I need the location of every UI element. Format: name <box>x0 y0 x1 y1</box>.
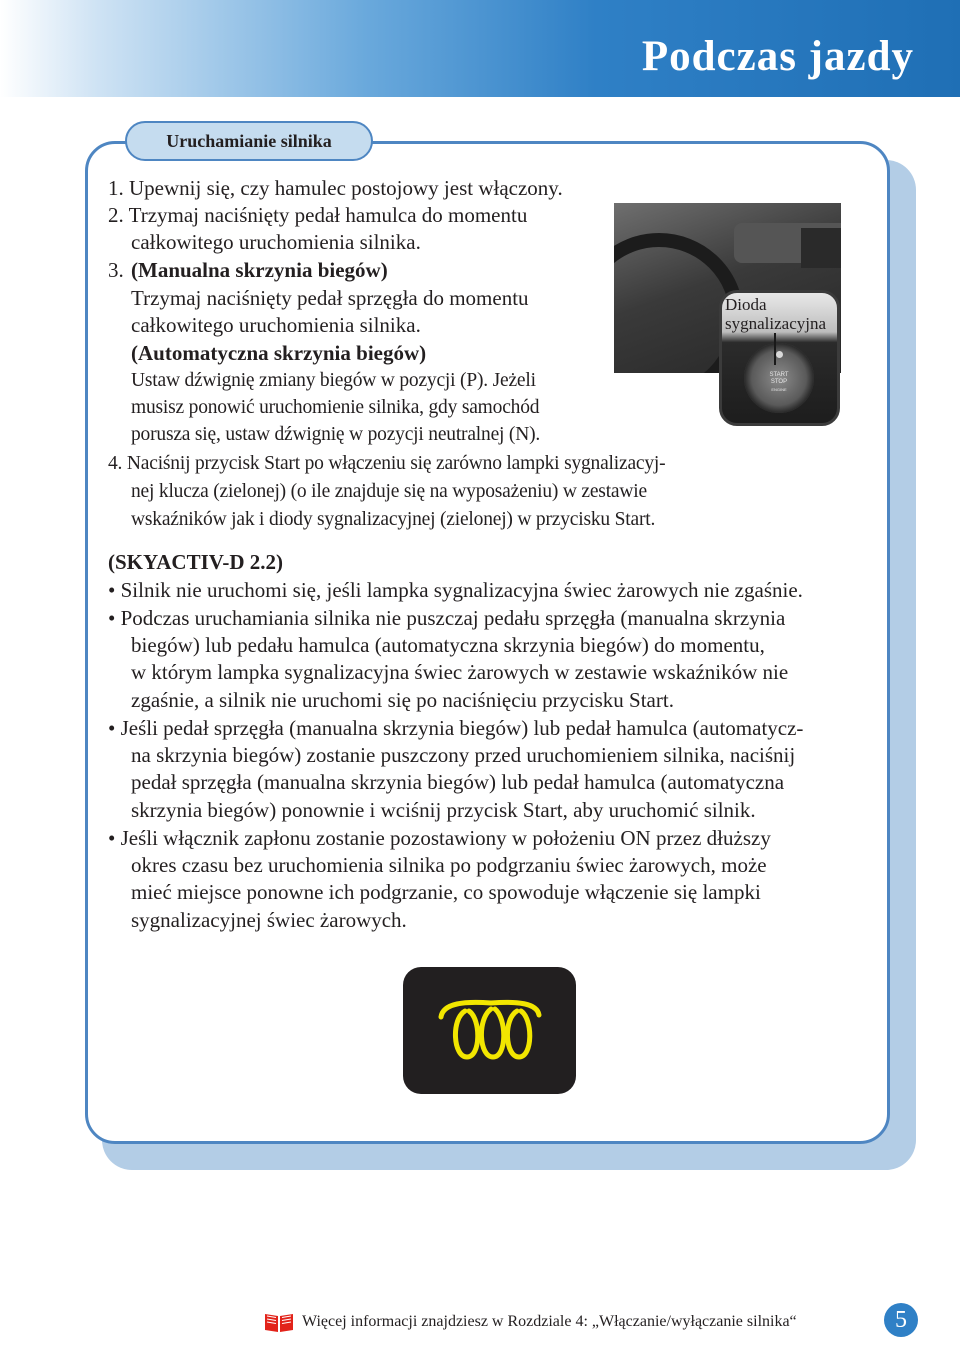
glow-plug-warning-light <box>403 967 576 1094</box>
book-icon <box>264 1311 294 1333</box>
step-3-auto-line-2: musisz ponowić uruchomienie silnika, gdy samochód <box>131 397 540 418</box>
step-1: 1. Upewnij się, czy hamulec postojowy jest włączony. <box>108 176 563 200</box>
page-header <box>0 0 960 97</box>
indicator-led-icon <box>776 351 783 358</box>
skyactiv-bullet-1: • Silnik nie uruchomi się, jeśli lampka sygnalizacyjna świec żarowych nie zgaśnie. <box>108 578 803 602</box>
skyactiv-bullet-2-line-2: biegów) lub pedału hamulca (automatyczna skrzynia biegów) do momentu, <box>131 633 765 657</box>
step-3-auto-title: (Automatyczna skrzynia biegów) <box>131 341 427 365</box>
start-button-label: START STOP ENGINE <box>769 372 789 392</box>
skyactiv-bullet-2-line-1: • Podczas uruchamiania silnika nie puszczaj pedału sprzęgła (manualna skrzynia <box>108 606 786 630</box>
skyactiv-bullet-4-line-3: mieć miejsce ponowne ich podgrzanie, co spowoduje włączenie się lampki <box>131 880 761 904</box>
step-3-auto-line-1: Ustaw dźwignię zmiany biegów w pozycji (P). Jeżeli <box>131 370 536 391</box>
step-3-auto-line-3: porusza się, ustaw dźwignię w pozycji neutralnej (N). <box>131 424 541 445</box>
skyactiv-bullet-3-line-3: pedał sprzęgła (manualna skrzynia biegów) lub pedał hamulca (automatyczna <box>131 770 785 794</box>
step-3-number: 3. <box>108 258 124 282</box>
page-title: Podczas jazdy <box>641 33 914 80</box>
step-3-manual-title: (Manualna skrzynia biegów) <box>131 258 388 282</box>
glow-plug-icon <box>403 967 576 1094</box>
page-number: 5 <box>884 1303 918 1337</box>
skyactiv-bullet-4-line-1: • Jeśli włącznik zapłonu zostanie pozostawiony w położeniu ON przez dłuższy <box>108 826 771 850</box>
skyactiv-bullet-3-line-1: • Jeśli pedał sprzęgła (manualna skrzynia biegów) lub pedał hamulca (automatycz- <box>108 716 804 740</box>
indicator-callout: Dioda sygnalizacyjna <box>725 295 827 333</box>
footer-reference: Więcej informacji znajdziesz w Rozdziale 4: „Włączanie/wyłączanie silnika“ <box>302 1313 797 1330</box>
step-3-manual-line-1: Trzymaj naciśnięty pedał sprzęgła do momentu <box>131 286 529 310</box>
skyactiv-bullet-3-line-2: na skrzynia biegów) zostanie puszczony przed uruchomieniem silnika, naciśnij <box>131 743 796 767</box>
callout-leader-line <box>774 333 776 365</box>
step-4-line-3: wskaźników jak i diody sygnalizacyjnej (zielonej) w przycisku Start. <box>131 509 656 530</box>
center-display-shape <box>801 228 841 268</box>
step-4-line-2: nej klucza (zielonej) (o ile znajduje się na wyposażeniu) w zestawie <box>131 481 647 502</box>
skyactiv-bullet-4-line-2: okres czasu bez uruchomienia silnika po podgrzaniu świec żarowych, może <box>131 853 767 877</box>
step-2-line-2: całkowitego uruchomienia silnika. <box>131 230 421 254</box>
skyactiv-title: (SKYACTIV-D 2.2) <box>108 550 284 574</box>
skyactiv-bullet-3-line-4: skrzynia biegów) ponownie i wciśnij przycisk Start, aby uruchomić silnik. <box>131 798 756 822</box>
step-4-line-1: 4. Naciśnij przycisk Start po włączeniu się zarówno lampki sygnalizacyj- <box>108 453 666 474</box>
skyactiv-bullet-2-line-4: zgaśnie, a silnik nie uruchomi się po naciśnięciu przycisku Start. <box>131 688 674 712</box>
section-tab: Uruchamianie silnika <box>125 121 373 161</box>
skyactiv-bullet-2-line-3: w którym lampka sygnalizacyjna świec żarowych w zestawie wskaźników nie <box>131 660 789 684</box>
skyactiv-bullet-4-line-4: sygnalizacyjnej świec żarowych. <box>131 908 407 932</box>
step-3-manual-line-2: całkowitego uruchomienia silnika. <box>131 313 421 337</box>
step-2-line-1: 2. Trzymaj naciśnięty pedał hamulca do momentu <box>108 203 528 227</box>
